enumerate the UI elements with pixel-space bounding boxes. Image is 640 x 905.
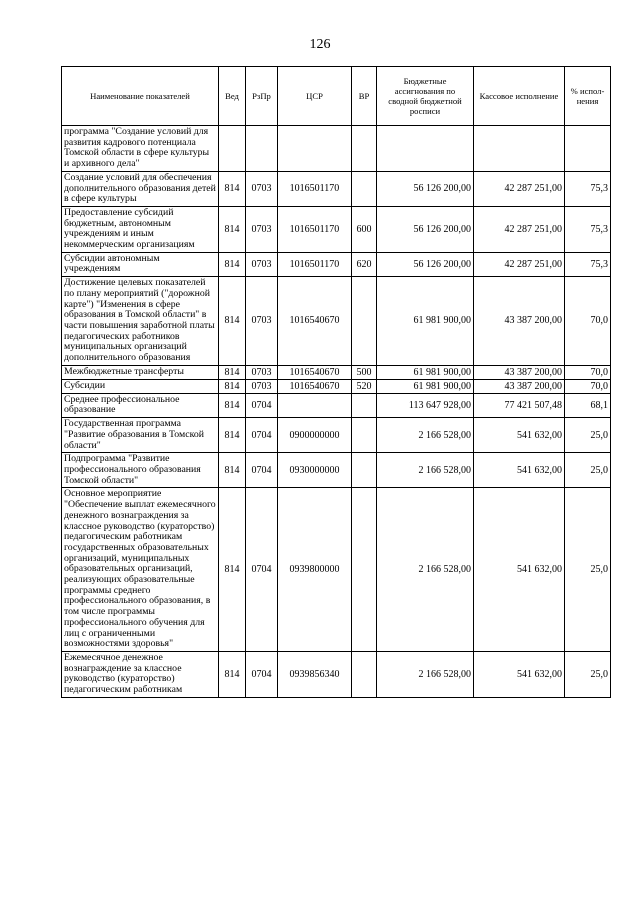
cell-ved: 814	[219, 365, 246, 379]
cell-csr	[278, 393, 352, 417]
cell-name: Ежемесячное денежное вознаграждение за классное руководство (кураторство) педагогическим работникам	[62, 651, 219, 697]
cell-ved	[219, 126, 246, 172]
cell-ved: 814	[219, 393, 246, 417]
cell-ved: 814	[219, 171, 246, 206]
cell-percent	[565, 126, 611, 172]
cell-budget: 61 981 900,00	[377, 277, 474, 366]
cell-ved: 814	[219, 488, 246, 652]
cell-rzpr: 0704	[246, 453, 278, 488]
cell-budget: 56 126 200,00	[377, 252, 474, 276]
cell-ved: 814	[219, 206, 246, 252]
cell-vr	[352, 171, 377, 206]
cell-vr: 520	[352, 379, 377, 393]
cell-percent: 70,0	[565, 365, 611, 379]
cell-name: Субсидии автономным учреждениям	[62, 252, 219, 276]
cell-vr	[352, 488, 377, 652]
cell-percent: 25,0	[565, 488, 611, 652]
cell-vr	[352, 418, 377, 453]
header-budget-allocations: Бюджетные ассигнования по сводной бюджетной росписи	[377, 67, 474, 126]
cell-name: Среднее профессиональное образование	[62, 393, 219, 417]
cell-cash: 43 387 200,00	[474, 379, 565, 393]
cell-budget: 2 166 528,00	[377, 651, 474, 697]
cell-csr: 1016540670	[278, 379, 352, 393]
cell-csr: 0939856340	[278, 651, 352, 697]
cell-vr: 600	[352, 206, 377, 252]
table-row	[62, 453, 611, 488]
cell-ved: 814	[219, 277, 246, 366]
cell-name: программа "Создание условий для развития кадрового потенциала Томской области в сфере культуры и архивного дела"	[62, 126, 219, 172]
cell-cash: 42 287 251,00	[474, 206, 565, 252]
cell-csr: 1016501170	[278, 252, 352, 276]
cell-cash: 42 287 251,00	[474, 252, 565, 276]
table-row	[62, 651, 611, 697]
cell-csr: 1016540670	[278, 277, 352, 366]
cell-vr	[352, 393, 377, 417]
cell-csr: 1016501170	[278, 171, 352, 206]
cell-rzpr: 0703	[246, 277, 278, 366]
cell-rzpr: 0703	[246, 365, 278, 379]
cell-percent: 25,0	[565, 453, 611, 488]
table-row	[62, 206, 611, 252]
table-row	[62, 488, 611, 652]
cell-rzpr: 0704	[246, 651, 278, 697]
table-row	[62, 365, 611, 379]
cell-percent: 75,3	[565, 252, 611, 276]
header-vr: ВР	[352, 67, 377, 126]
cell-cash: 43 387 200,00	[474, 365, 565, 379]
cell-percent: 70,0	[565, 379, 611, 393]
cell-rzpr: 0704	[246, 393, 278, 417]
header-ved: Вед	[219, 67, 246, 126]
cell-ved: 814	[219, 379, 246, 393]
cell-percent: 75,3	[565, 206, 611, 252]
cell-budget: 56 126 200,00	[377, 206, 474, 252]
table-row	[62, 379, 611, 393]
cell-ved: 814	[219, 651, 246, 697]
cell-csr: 0930000000	[278, 453, 352, 488]
cell-name: Подпрограмма "Развитие профессионального образования Томской области"	[62, 453, 219, 488]
cell-budget: 61 981 900,00	[377, 379, 474, 393]
table-row	[62, 393, 611, 417]
cell-vr	[352, 651, 377, 697]
cell-percent: 75,3	[565, 171, 611, 206]
cell-cash: 42 287 251,00	[474, 171, 565, 206]
cell-percent: 25,0	[565, 418, 611, 453]
cell-csr: 0900000000	[278, 418, 352, 453]
table-row	[62, 277, 611, 366]
cell-name: Субсидии	[62, 379, 219, 393]
cell-budget	[377, 126, 474, 172]
cell-cash: 541 632,00	[474, 488, 565, 652]
cell-cash	[474, 126, 565, 172]
cell-percent: 70,0	[565, 277, 611, 366]
cell-ved: 814	[219, 418, 246, 453]
cell-name: Предоставление субсидий бюджетным, автономным учреждениям и иным некоммерческим организациям	[62, 206, 219, 252]
cell-budget: 113 647 928,00	[377, 393, 474, 417]
cell-cash: 541 632,00	[474, 418, 565, 453]
table-row	[62, 126, 611, 172]
cell-name: Государственная программа "Развитие образования в Томской области"	[62, 418, 219, 453]
cell-csr: 1016501170	[278, 206, 352, 252]
table-row	[62, 171, 611, 206]
cell-rzpr: 0703	[246, 379, 278, 393]
cell-rzpr: 0703	[246, 171, 278, 206]
cell-rzpr: 0703	[246, 252, 278, 276]
cell-rzpr: 0704	[246, 418, 278, 453]
cell-budget: 56 126 200,00	[377, 171, 474, 206]
cell-name: Межбюджетные трансферты	[62, 365, 219, 379]
header-csr: ЦСР	[278, 67, 352, 126]
cell-name: Создание условий для обеспечения дополнительного образования детей в сфере культуры	[62, 171, 219, 206]
header-cash-execution: Кассовое исполнение	[474, 67, 565, 126]
cell-csr	[278, 126, 352, 172]
cell-budget: 2 166 528,00	[377, 453, 474, 488]
cell-cash: 43 387 200,00	[474, 277, 565, 366]
cell-cash: 541 632,00	[474, 453, 565, 488]
cell-vr: 500	[352, 365, 377, 379]
cell-vr	[352, 126, 377, 172]
cell-cash: 541 632,00	[474, 651, 565, 697]
header-rzpr: РзПр	[246, 67, 278, 126]
table-row	[62, 418, 611, 453]
cell-rzpr	[246, 126, 278, 172]
budget-execution-table	[61, 66, 611, 698]
cell-ved: 814	[219, 453, 246, 488]
cell-budget: 2 166 528,00	[377, 418, 474, 453]
cell-vr	[352, 277, 377, 366]
header-indicator-name: Наименование показателей	[62, 67, 219, 126]
header-execution-percent: % испол-нения	[565, 67, 611, 126]
cell-percent: 25,0	[565, 651, 611, 697]
cell-rzpr: 0704	[246, 488, 278, 652]
cell-name: Основное мероприятие "Обеспечение выплат ежемесячного денежного вознаграждения за классное руководство (кураторство) педагогическим работникам государственных образовательных организаций, муниципальных образовательных организаций, реализующих образовательные программы среднего профессионального образования, в том числе программы профессионального обучения для лиц с ограниченными возможностями здоровья"	[62, 488, 219, 652]
cell-name: Достижение целевых показателей по плану мероприятий ("дорожной карте") "Изменения в сфере образования в Томской области" в части повышения заработной платы педагогических работников муниципальных организаций дополнительного образования	[62, 277, 219, 366]
cell-budget: 2 166 528,00	[377, 488, 474, 652]
cell-rzpr: 0703	[246, 206, 278, 252]
cell-vr	[352, 453, 377, 488]
cell-vr: 620	[352, 252, 377, 276]
table-header-row	[62, 67, 611, 126]
page-number: 126	[309, 37, 331, 52]
cell-csr: 1016540670	[278, 365, 352, 379]
cell-cash: 77 421 507,48	[474, 393, 565, 417]
cell-budget: 61 981 900,00	[377, 365, 474, 379]
table-row	[62, 252, 611, 276]
cell-csr: 0939800000	[278, 488, 352, 652]
cell-percent: 68,1	[565, 393, 611, 417]
cell-ved: 814	[219, 252, 246, 276]
